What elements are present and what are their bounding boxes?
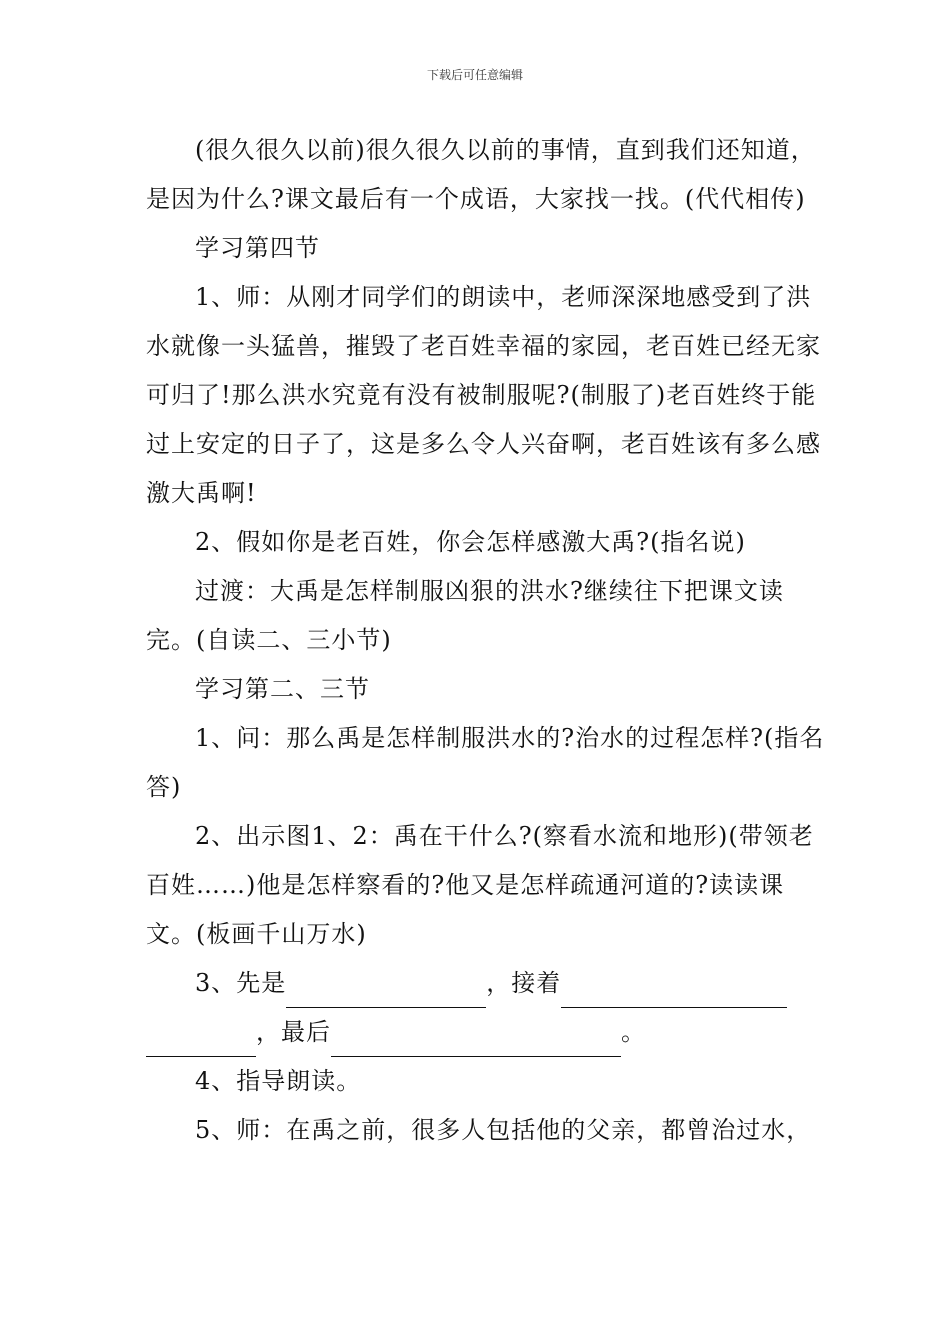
- page-header: 下载后可任意编辑: [426, 68, 523, 82]
- section-heading-4: 学习第四节: [195, 234, 320, 262]
- blank-line-1: [286, 977, 486, 1008]
- paragraph-1: (很久很久以前)很久很久以前的事情，直到我们还知道，是因为什么?课文最后有一个成语，大家找一找。(代代相传): [146, 136, 816, 213]
- paragraph-7: 1、问：那么禹是怎样制服洪水的?治水的过程怎样?(指名答): [146, 724, 825, 801]
- paragraph-8: 2、出示图1、2：禹在干什么?(察看水流和地形)(带领老百姓……)他是怎样察看的?他又是怎样疏通河道的?读读课文。(板画千山万水): [146, 822, 814, 948]
- blank-line-4: [331, 1026, 621, 1057]
- blank-line-2: [561, 977, 787, 1008]
- fill-text-2: ，接着: [486, 969, 562, 997]
- section-heading-2-3: 学习第二、三节: [195, 675, 370, 703]
- fill-text-3: ，最后: [256, 1018, 331, 1046]
- fill-text-4: 。: [621, 1018, 646, 1046]
- blank-line-3: [146, 1026, 256, 1057]
- paragraph-3: 1、师：从刚才同学们的朗读中，老师深深地感受到了洪水就像一头猛兽，摧毁了老百姓幸福的家园，老百姓已经无家可归了!那么洪水究竟有没有被制服呢?(制服了)老百姓终于能过上安定的日子了，这是多么令人兴奋啊，老百姓该有多么感激大禹啊!: [146, 283, 821, 507]
- paragraph-11: 5、师：在禹之前，很多人包括他的父亲，都曾治过水，: [195, 1116, 812, 1144]
- paragraph-5: 过渡：大禹是怎样制服凶狠的洪水?继续往下把课文读完。(自读二、三小节): [146, 577, 784, 654]
- fill-in-blank-paragraph: [146, 959, 826, 1057]
- document-body: [146, 126, 826, 1155]
- paragraph-10: 4、指导朗读。: [195, 1067, 362, 1095]
- fill-text-1: 3、先是: [195, 969, 287, 997]
- paragraph-4: 2、假如你是老百姓，你会怎样感激大禹?(指名说): [195, 528, 746, 556]
